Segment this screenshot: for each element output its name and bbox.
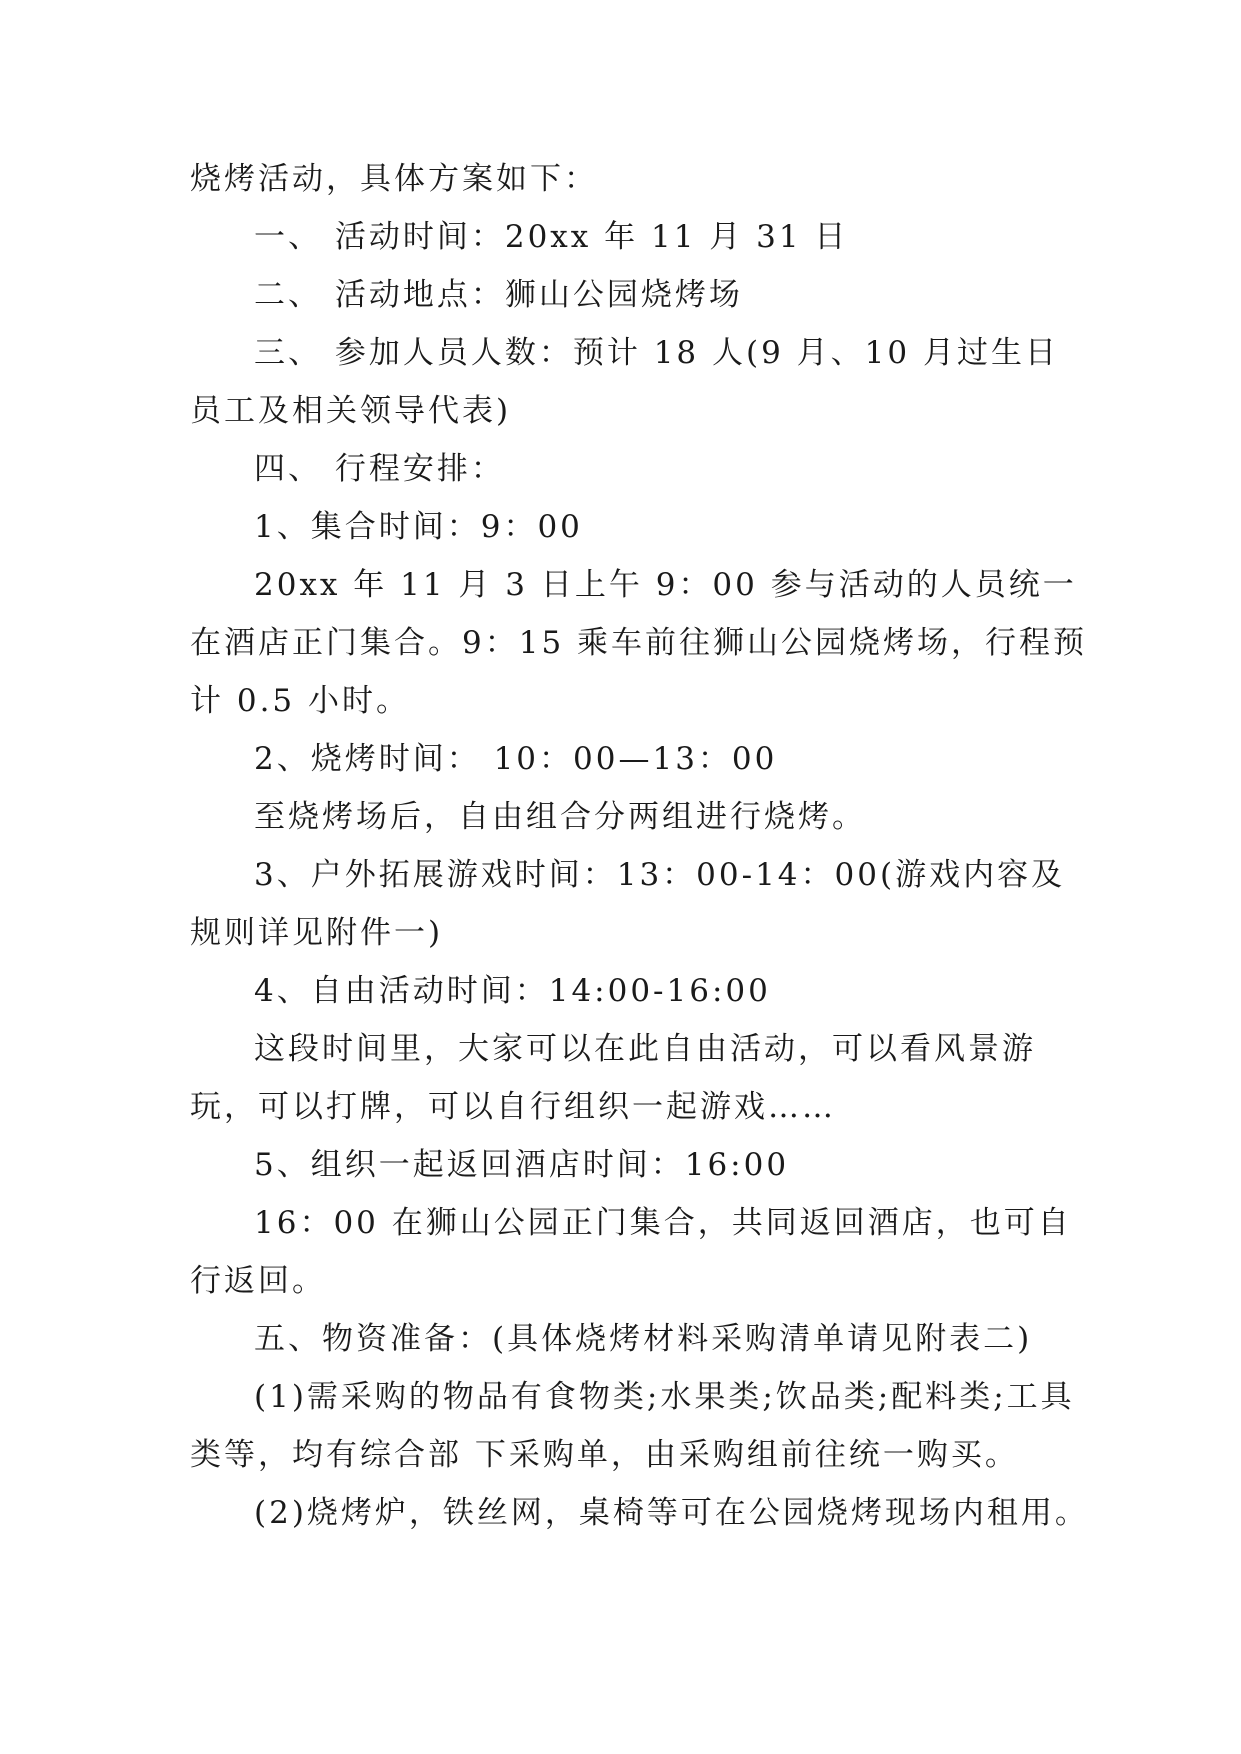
paragraph-participants: 三、 参加人员人数：预计 18 人(9 月、10 月过生日员工及相关领导代表)	[190, 335, 1059, 429]
document-body	[190, 150, 1090, 1542]
paragraph-return-time: 5、组织一起返回酒店时间：16:00	[254, 1147, 790, 1183]
paragraph-activity-time: 一、 活动时间：20xx 年 11 月 31 日	[254, 219, 849, 255]
paragraph-supplies-rental: (2)烧烤炉，铁丝网，桌椅等可在公园烧烤现场内租用。	[254, 1495, 1089, 1531]
paragraph-bbq-time: 2、烧烤时间： 10：00—13：00	[254, 741, 778, 777]
paragraph-supplies-heading: 五、物资准备：(具体烧烤材料采购清单请见附表二)	[254, 1321, 1033, 1357]
paragraph-free-time-detail: 这段时间里，大家可以在此自由活动，可以看风景游玩，可以打牌，可以自行组织一起游戏……	[190, 1031, 1036, 1125]
paragraph-intro: 烧烤活动，具体方案如下：	[190, 161, 598, 197]
paragraph-return-detail: 16：00 在狮山公园正门集合，共同返回酒店，也可自行返回。	[190, 1205, 1072, 1299]
paragraph-gather-time: 1、集合时间：9：00	[254, 509, 583, 545]
paragraph-free-time: 4、自由活动时间：14:00-16:00	[254, 973, 771, 1009]
paragraph-schedule-heading: 四、 行程安排：	[254, 451, 505, 487]
paragraph-outdoor-games: 3、户外拓展游戏时间：13：00-14：00(游戏内容及规则详见附件一)	[190, 857, 1066, 951]
paragraph-gather-detail: 20xx 年 11 月 3 日上午 9：00 参与活动的人员统一在酒店正门集合。9：15 乘车前往狮山公园烧烤场，行程预计 0.5 小时。	[190, 567, 1088, 719]
paragraph-bbq-detail: 至烧烤场后，自由组合分两组进行烧烤。	[254, 799, 866, 835]
paragraph-supplies-purchase: (1)需采购的物品有食物类;水果类;饮品类;配料类;工具类等，均有综合部 下采购单，由采购组前往统一购买。	[190, 1379, 1075, 1473]
paragraph-activity-location: 二、 活动地点：狮山公园烧烤场	[254, 277, 743, 313]
